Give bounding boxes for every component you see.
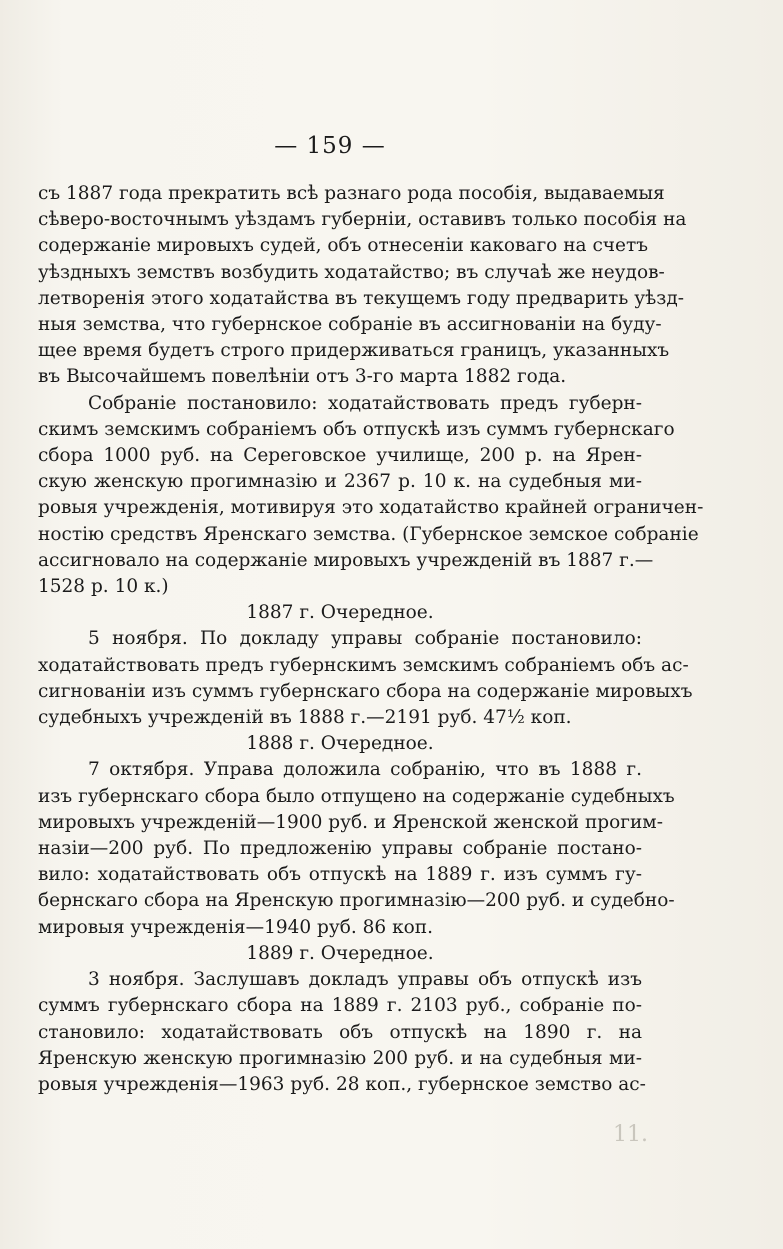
text-line: мировыхъ учрежденій—1900 руб. и Яренской женской прогим- [38, 811, 663, 833]
text-line: 3 ноября. Заслушавъ докладъ управы объ отпускѣ изъ [88, 969, 642, 991]
text-line: изъ губернскаго сбора было отпущено на содержаніе судебныхъ [38, 785, 675, 807]
text-line: 1528 р. 10 к.) [38, 576, 169, 598]
text-line: ходатайствовать предъ губернскимъ земскимъ собраніемъ объ ас- [38, 654, 689, 676]
text-line: Яренскую женскую прогимназію 200 руб. и на судебныя ми- [38, 1047, 642, 1069]
text-line: сбора 1000 руб. на Сереговское училище, 200 р. на Ярен- [38, 445, 642, 467]
text-line: судебныхъ учрежденій въ 1888 г.—2191 руб. 47½ коп. [38, 707, 572, 729]
text-line: въ Высочайшемъ повелѣніи отъ 3-го марта 1882 года. [38, 366, 567, 388]
text-line: ровыя учрежденія, мотивируя это ходатайство крайней ограничен- [38, 497, 704, 519]
body-text [38, 181, 704, 1098]
text-line: скую женскую прогимназію и 2367 р. 10 к. на судебныя ми- [38, 471, 642, 493]
text-line: сигнованіи изъ суммъ губернскаго сбора на содержаніе мировыхъ [38, 680, 693, 702]
text-line: щее время будетъ строго придерживаться границъ, указанныхъ [38, 340, 670, 362]
page-number: — 159 — [274, 133, 386, 159]
text-line: скимъ земскимъ собраніемъ объ отпускѣ изъ суммъ губернскаго [38, 418, 675, 440]
text-line: съ 1887 года прекратить всѣ разнаго рода пособія, выдаваемыя [38, 183, 665, 204]
section-heading: 1889 г. Очередное. [246, 942, 434, 964]
section-heading: 1888 г. Очередное. [246, 733, 434, 755]
text-line: содержаніе мировыхъ судей, объ отнесеніи каковаго на счетъ [38, 235, 648, 257]
text-line: вило: ходатайствовать объ отпускѣ на 1889 г. изъ суммъ гу- [38, 864, 642, 886]
text-line: летворенія этого ходатайства въ текущемъ году предварить уѣзд- [38, 287, 684, 309]
text-line: ассигновало на содержаніе мировыхъ учрежденій въ 1887 г.— [38, 549, 654, 571]
text-line: назіи—200 руб. По предложенію управы собраніе постано- [38, 838, 642, 860]
text-line: мировыя учрежденія—1940 руб. 86 коп. [38, 916, 433, 938]
text-line: 5 ноября. По докладу управы собраніе постановило: [88, 628, 642, 650]
section-heading: 1887 г. Очередное. [246, 602, 434, 624]
text-line: сѣверо-восточнымъ уѣздамъ губерніи, оставивъ только пособія на [38, 209, 687, 231]
text-line: суммъ губернскаго сбора на 1889 г. 2103 руб., собраніе по- [38, 995, 642, 1017]
bleed-through-mark: 11. [613, 1122, 648, 1147]
text-line: 7 октября. Управа доложила собранію, что въ 1888 г. [88, 759, 642, 781]
text-line: Собраніе постановило: ходатайствовать предъ губерн- [88, 392, 642, 414]
text-line: ностію средствъ Яренскаго земства. (Губернское земское собраніе [38, 523, 699, 545]
text-line: бернскаго сбора на Яренскую прогимназію—200 руб. и судебно- [38, 890, 675, 912]
text-line: становило: ходатайствовать объ отпускѣ на 1890 г. на [38, 1021, 642, 1043]
text-line: уѣздныхъ земствъ возбудить ходатайство; въ случаѣ же неудов- [38, 261, 665, 283]
text-line: ровыя учрежденія—1963 руб. 28 коп., губернское земство ас- [38, 1073, 646, 1095]
text-line: ныя земства, что губернское собраніе въ ассигнованіи на буду- [38, 314, 662, 336]
